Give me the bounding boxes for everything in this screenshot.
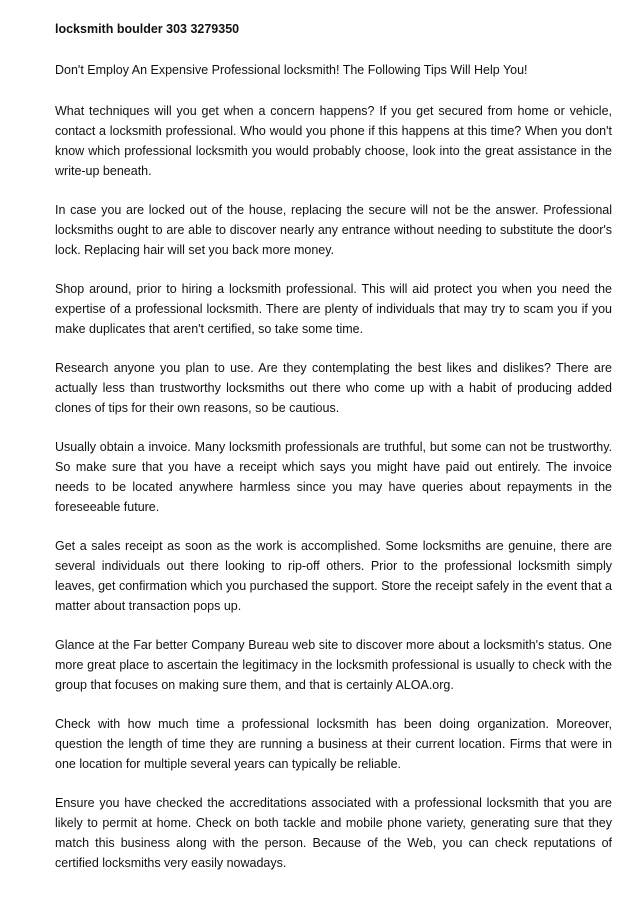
paragraph-5: Usually obtain a invoice. Many locksmith professionals are truthful, but some can not be trustworthy. So make sure that you have a receipt which says you might have paid out entirely. The invoice needs to be located anywhere harmless since you may have queries about repayments in the foreseeable future.	[55, 440, 612, 514]
paragraph-6: Get a sales receipt as soon as the work is accomplished. Some locksmiths are genuine, there are several individuals out there looking to rip-off others. Prior to the professional locksmith simply leaves, get confirmation which you purchased the support. Store the receipt safely in the event that a matter about transaction pops up.	[55, 539, 612, 613]
document-subtitle: Don't Employ An Expensive Professional locksmith! The Following Tips Will Help You!	[55, 63, 528, 77]
paragraph-3: Shop around, prior to hiring a locksmith professional. This will aid protect you when you need the expertise of a professional locksmith. There are plenty of individuals that may try to scam you if you make duplicates that aren't certified, so take some time.	[55, 282, 612, 336]
paragraph-8: Check with how much time a professional locksmith has been doing organization. Moreover, question the length of time they are running a business at their current location. Firms that were in one location for multiple several years can typically be reliable.	[55, 717, 612, 771]
paragraph-4: Research anyone you plan to use. Are they contemplating the best likes and dislikes? There are actually less than trustworthy locksmiths out there who come up with a habit of producing added clones of tips for their own reasons, so be cautious.	[55, 361, 612, 415]
paragraph-9: Ensure you have checked the accreditations associated with a professional locksmith that you are likely to permit at home. Check on both tackle and mobile phone variety, generating sure that they match this business along with the person. Because of the Web, you can check reputations of certified locksmiths very easily nowadays.	[55, 796, 612, 870]
paragraph-1: What techniques will you get when a concern happens? If you get secured from home or vehicle, contact a locksmith professional. Who would you phone if this happens at this time? When you don't know which professional locksmith you would probably choose, look into the great assistance in the write-up beneath.	[55, 104, 612, 178]
document-page	[55, 20, 612, 892]
paragraph-2: In case you are locked out of the house, replacing the secure will not be the answer. Professional locksmiths ought to are able to discover nearly any entrance without needing to substitute the door's lock. Replacing hair will set you back more money.	[55, 203, 612, 257]
paragraph-7: Glance at the Far better Company Bureau web site to discover more about a locksmith's status. One more great place to ascertain the legitimacy in the locksmith professional is usually to check with the group that focuses on making sure them, and that is certainly ALOA.org.	[55, 638, 612, 692]
document-title: locksmith boulder 303 3279350	[55, 22, 240, 36]
